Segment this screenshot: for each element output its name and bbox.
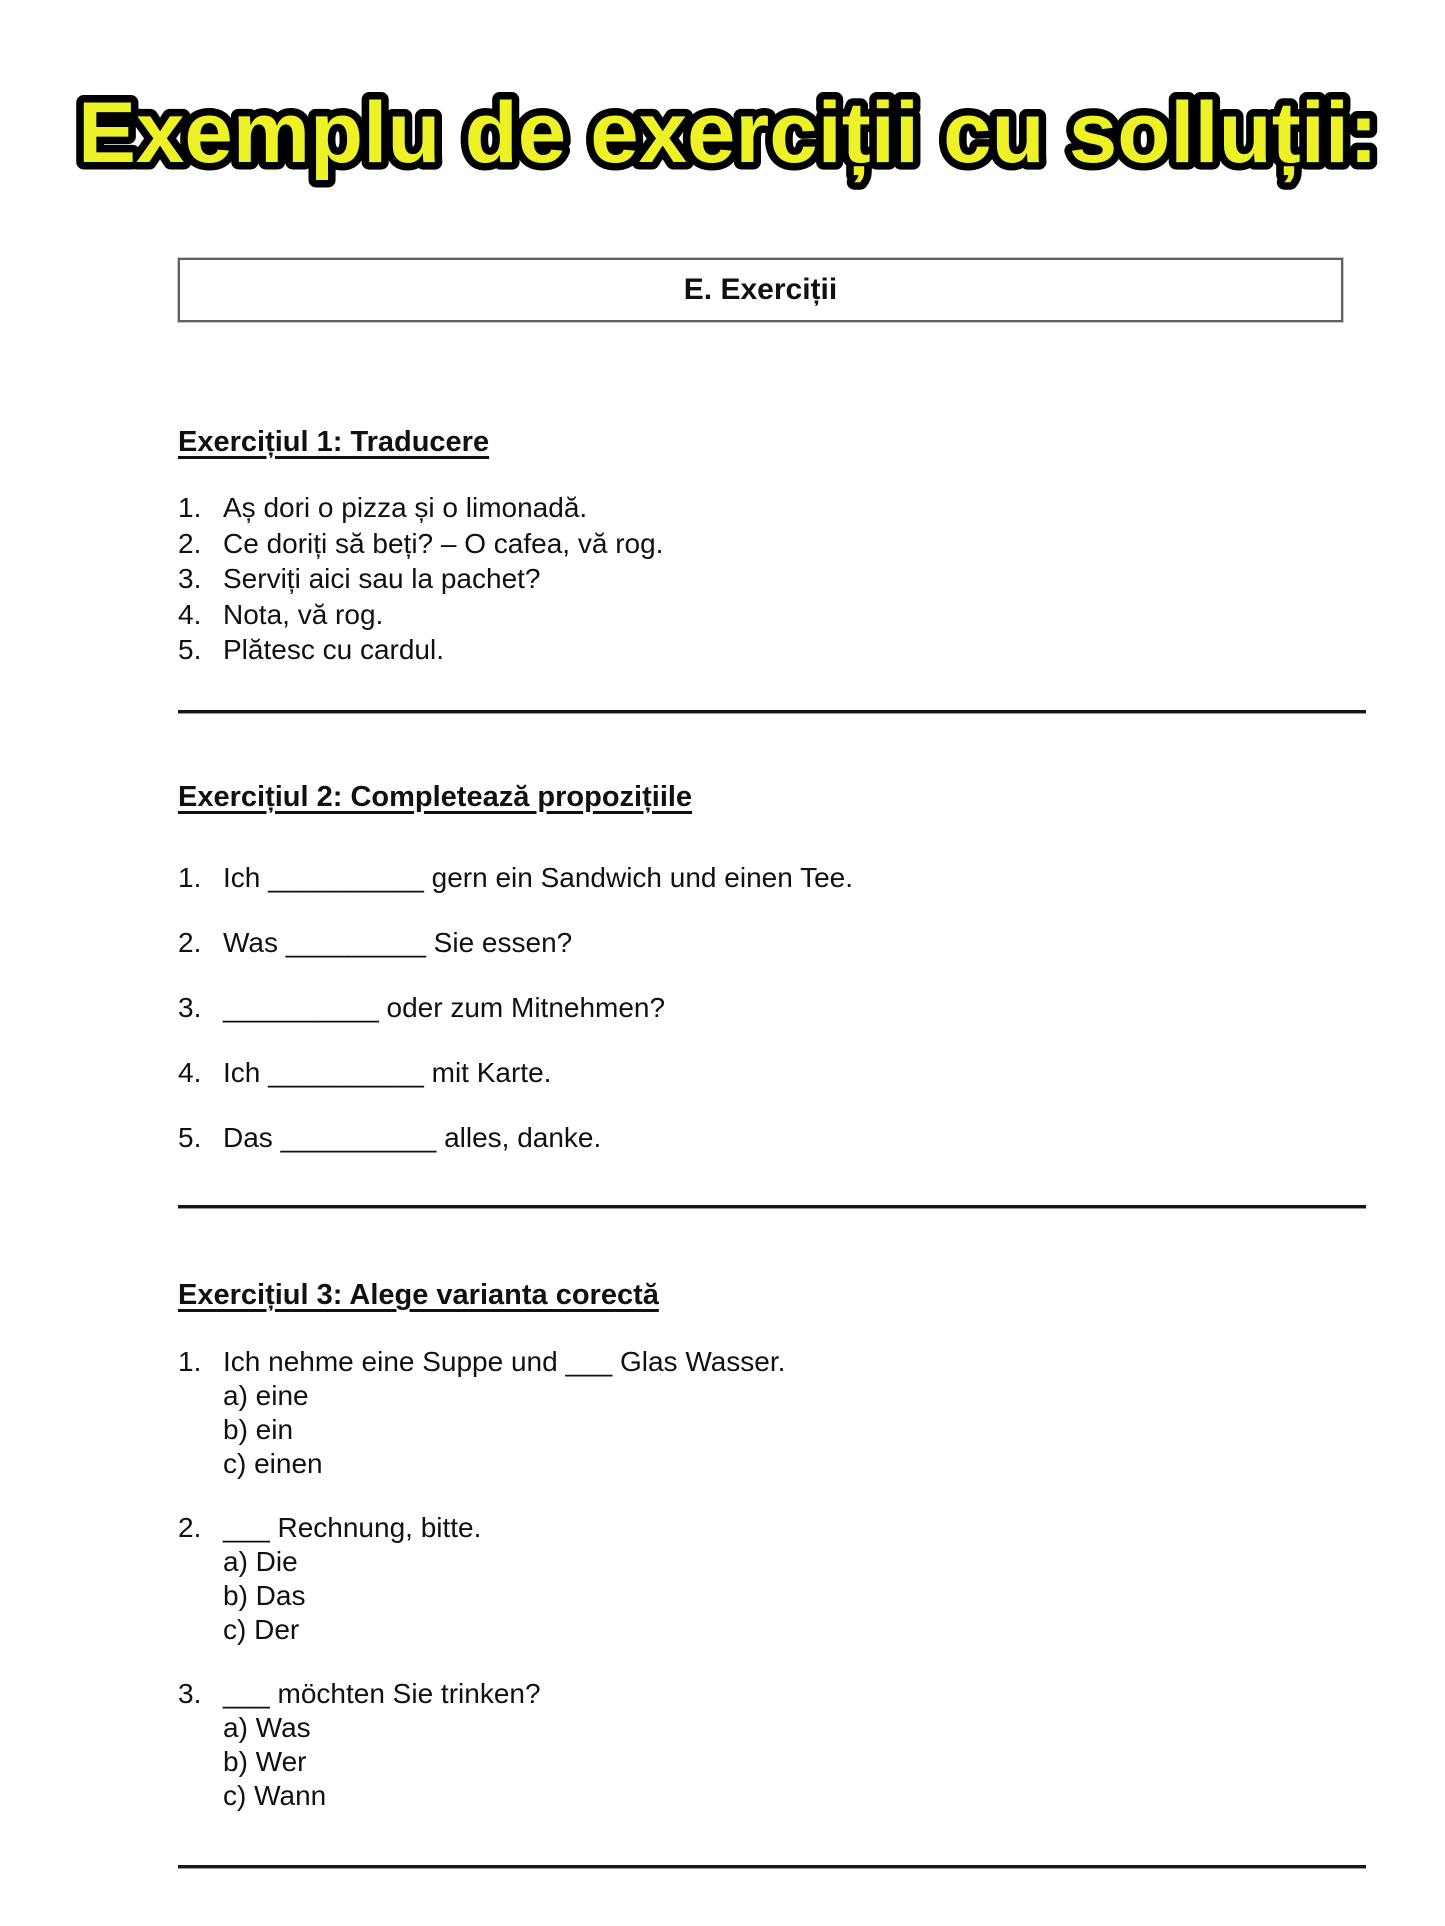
list-item-text: Serviți aici sau la pachet? — [223, 563, 541, 594]
list-item-line — [178, 990, 853, 1026]
list-item-number: 4. — [178, 1057, 202, 1088]
exercise-3-heading: Exercițiul 3: Alege varianta corectă — [178, 1279, 659, 1311]
list-item-text: Plătesc cu cardul. — [223, 634, 444, 665]
page-title — [72, 50, 1402, 200]
list-item-text: Nota, vă rog. — [223, 598, 384, 630]
list-item-text: Ich __________ mit Karte. — [223, 1057, 552, 1088]
divider-1 — [178, 710, 1366, 714]
list-item — [178, 597, 663, 633]
section-header-text: E. Exerciții — [683, 273, 838, 306]
list-item — [178, 632, 663, 668]
list-item-number: 3. — [178, 1678, 202, 1709]
answer-option: a) Die — [223, 1546, 298, 1577]
answer-option: a) eine — [223, 1380, 309, 1411]
list-item-text: __________ oder zum Mitnehmen? — [223, 992, 666, 1023]
list-item-number: 4. — [178, 598, 202, 630]
exercise-1-heading: Exercițiul 1: Traducere — [178, 426, 490, 458]
list-item-number: 1. — [178, 862, 202, 893]
list-item-number: 3. — [178, 992, 202, 1023]
page-title-text: Exemplu de exerciții cu solluții: — [78, 85, 1364, 181]
list-item — [178, 860, 853, 896]
list-item-line — [178, 561, 663, 597]
exercise-1-list — [178, 490, 663, 668]
list-item-line — [178, 490, 663, 526]
list-item-line — [178, 1055, 853, 1091]
list-item-text: Aș dori o pizza și o limonadă. — [223, 492, 588, 523]
list-item-number: 5. — [178, 1122, 202, 1153]
list-item — [178, 1677, 785, 1813]
exercise-2-heading: Exercițiul 2: Completează propozițiile — [178, 781, 693, 813]
list-item-number: 2. — [178, 1512, 202, 1543]
list-item-text: Was _________ Sie essen? — [223, 927, 573, 958]
list-item — [178, 1055, 853, 1091]
list-item-number: 1. — [178, 492, 202, 523]
list-item-text: Das __________ alles, danke. — [223, 1122, 602, 1153]
list-item — [178, 526, 663, 562]
list-item-number: 1. — [178, 1346, 202, 1377]
list-item-line — [178, 1677, 785, 1711]
list-item-line — [178, 526, 663, 562]
list-item — [178, 1345, 785, 1481]
answer-option: b) Wer — [223, 1746, 307, 1777]
list-item-text: ___ möchten Sie trinken? — [223, 1678, 541, 1709]
list-item — [178, 925, 853, 961]
list-item-line — [178, 632, 663, 668]
exercise-3-list — [178, 1345, 785, 1843]
answer-option: c) einen — [223, 1448, 323, 1479]
answer-option: b) Das — [223, 1580, 306, 1611]
list-item-text: Ich nehme eine Suppe und ___ Glas Wasser. — [223, 1346, 786, 1377]
list-item — [178, 490, 663, 526]
list-item — [178, 990, 853, 1026]
list-item-line — [178, 1120, 853, 1156]
list-item-line — [178, 597, 663, 633]
answer-option: c) Wann — [223, 1780, 327, 1811]
list-item-line — [178, 925, 853, 961]
list-item-text: Ce doriți să beți? – O cafea, vă rog. — [223, 527, 664, 559]
divider-3 — [178, 1865, 1366, 1869]
list-item-line — [178, 1345, 785, 1379]
list-item-text: Ich __________ gern ein Sandwich und einen Tee. — [223, 862, 853, 893]
section-header-box — [178, 258, 1343, 322]
list-item — [178, 1511, 785, 1647]
divider-2 — [178, 1205, 1366, 1209]
answer-option: b) ein — [223, 1414, 294, 1445]
list-item-line — [178, 860, 853, 896]
list-item-text: ___ Rechnung, bitte. — [223, 1512, 482, 1543]
list-item — [178, 561, 663, 597]
list-item-number: 3. — [178, 563, 202, 594]
list-item-number: 5. — [178, 634, 202, 665]
answer-option: a) Was — [223, 1712, 311, 1743]
answer-option: c) Der — [223, 1614, 300, 1645]
exercise-2-list — [178, 860, 853, 1185]
list-item-line — [178, 1511, 785, 1545]
list-item — [178, 1120, 853, 1156]
list-item-number: 2. — [178, 927, 202, 958]
list-item-number: 2. — [178, 527, 202, 559]
